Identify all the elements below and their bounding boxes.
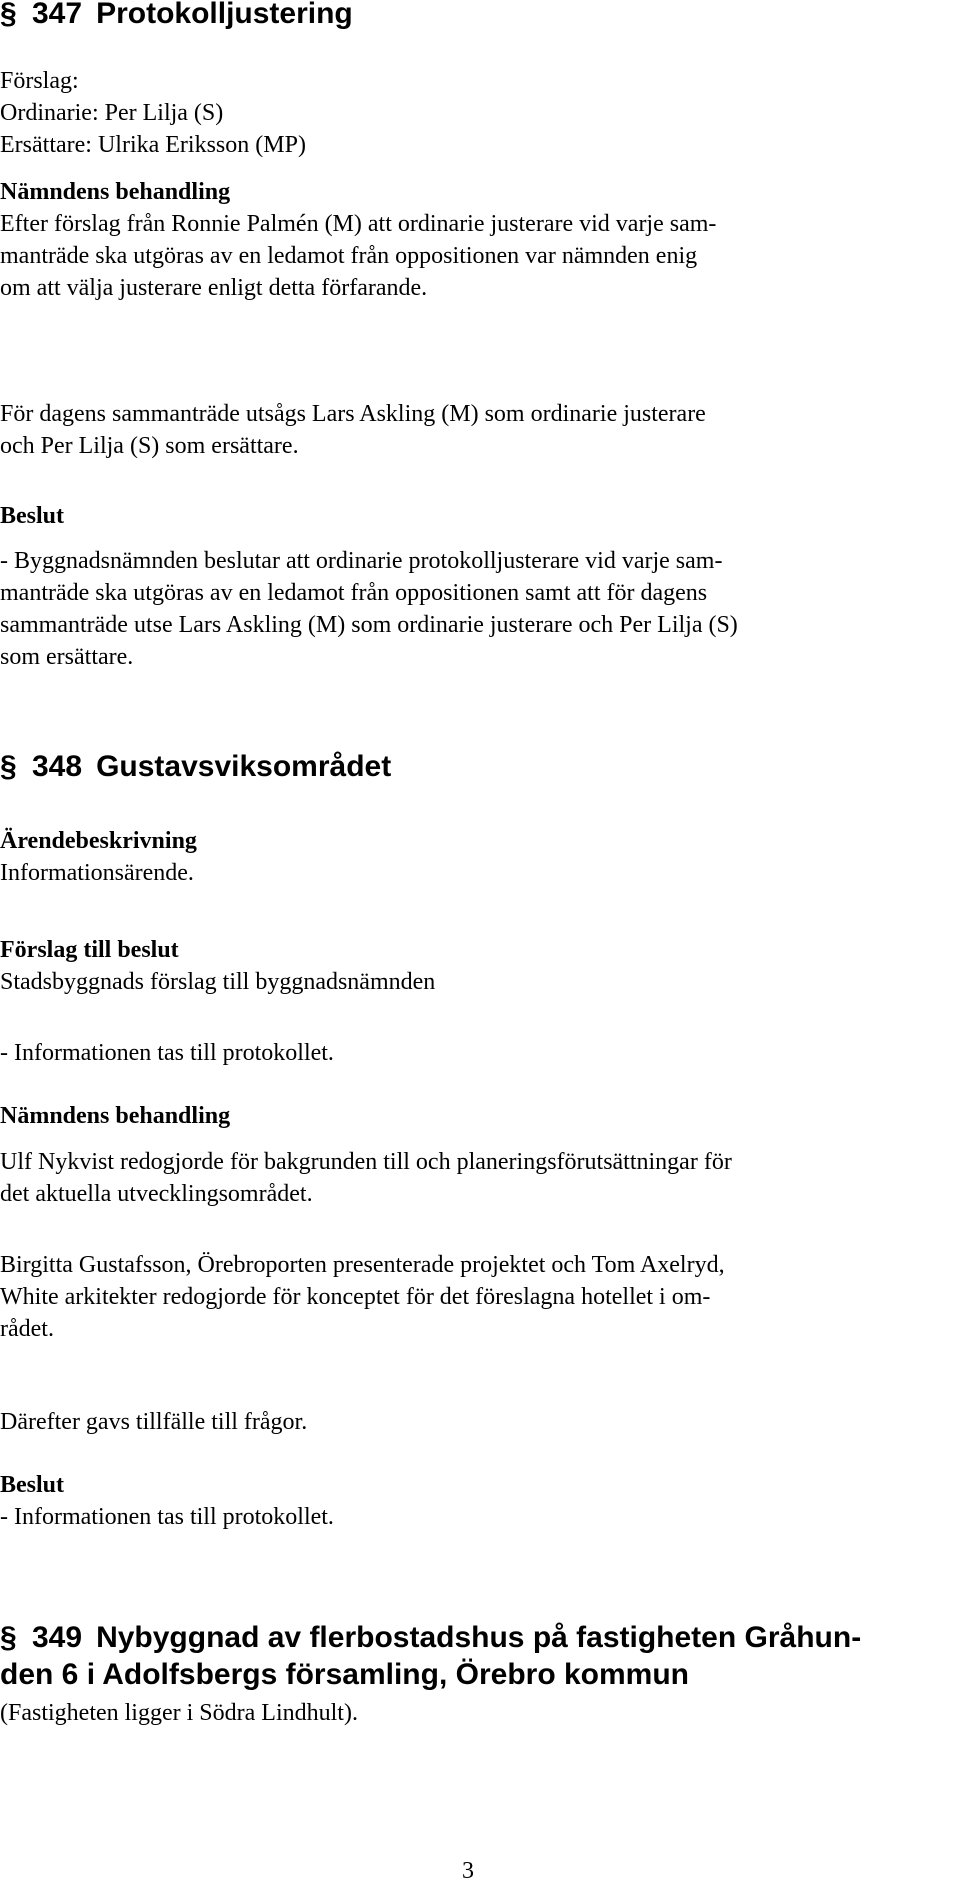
section-349-heading-continued xyxy=(0,1657,689,1693)
proposal-block xyxy=(0,65,950,161)
section-number: 349 xyxy=(32,1621,83,1654)
paragraph-mark: § xyxy=(0,1621,17,1654)
decision-line: som ersättare. xyxy=(0,644,134,670)
committee-heading: Nämndens behandling xyxy=(0,179,231,205)
proposal-bullet-block xyxy=(0,1037,950,1069)
today-line: och Per Lilja (S) som ersättare. xyxy=(0,433,299,459)
location-note-block xyxy=(0,1697,950,1729)
presentation-line: rådet. xyxy=(0,1316,54,1342)
decision-line: manträde ska utgöras av en ledamot från oppositionen samt att för dagens xyxy=(0,580,708,606)
proposal-text: Stadsbyggnads förslag till byggnadsnämnden xyxy=(0,969,436,995)
committee-line: Ulf Nykvist redogjorde för bakgrunden till och planeringsförutsättningar för xyxy=(0,1149,732,1175)
section-title: Gustavsviksområdet xyxy=(96,750,392,783)
presentation-block xyxy=(0,1249,950,1345)
decision-heading: Beslut xyxy=(0,1472,65,1498)
committee-block xyxy=(0,176,950,304)
committee-line: om att välja justerare enligt detta förfarande. xyxy=(0,275,428,301)
decision-block xyxy=(0,1469,950,1533)
section-348-heading xyxy=(0,749,391,785)
section-title-line-1: Nybyggnad av flerbostadshus på fastigheten Gråhun- xyxy=(96,1621,862,1654)
proposal-to-decision-block xyxy=(0,934,950,998)
section-number: 348 xyxy=(32,750,83,783)
committee-line: Efter förslag från Ronnie Palmén (M) att ordinarie justerare vid varje sam- xyxy=(0,211,717,237)
section-title-line-2: den 6 i Adolfsbergs församling, Örebro kommun xyxy=(0,1658,689,1691)
presentation-line: White arkitekter redogjorde för konceptet för det föreslagna hotellet i om- xyxy=(0,1284,711,1310)
description-block xyxy=(0,825,950,889)
decision-text-block xyxy=(0,545,950,673)
description-text: Informationsärende. xyxy=(0,860,194,886)
paragraph-mark: § xyxy=(0,750,17,783)
decision-text: - Informationen tas till protokollet. xyxy=(0,1504,334,1530)
today-block xyxy=(0,398,950,462)
decision-line: sammanträde utse Lars Askling (M) som ordinarie justerare och Per Lilja (S) xyxy=(0,612,738,638)
section-349-heading xyxy=(0,1620,861,1656)
committee-block xyxy=(0,1100,950,1132)
description-heading: Ärendebeskrivning xyxy=(0,828,197,854)
proposal-heading: Förslag till beslut xyxy=(0,937,179,963)
proposal-bullet: - Informationen tas till protokollet. xyxy=(0,1040,334,1066)
section-347-heading xyxy=(0,0,353,32)
committee-heading: Nämndens behandling xyxy=(0,1103,231,1129)
paragraph-mark: § xyxy=(0,0,17,30)
proposal-ordinary: Ordinarie: Per Lilja (S) xyxy=(0,100,224,126)
decision-block xyxy=(0,500,950,532)
committee-line: manträde ska utgöras av en ledamot från oppositionen var nämnden enig xyxy=(0,243,698,269)
decision-heading: Beslut xyxy=(0,503,65,529)
committee-line: det aktuella utvecklingsområdet. xyxy=(0,1181,313,1207)
presentation-line: Birgitta Gustafsson, Örebroporten presenterade projektet och Tom Axelryd, xyxy=(0,1252,725,1278)
section-title: Protokolljustering xyxy=(96,0,353,30)
section-number: 347 xyxy=(32,0,83,30)
today-line: För dagens sammanträde utsågs Lars Askling (M) som ordinarie justerare xyxy=(0,401,706,427)
proposal-label: Förslag: xyxy=(0,68,79,94)
questions-text: Därefter gavs tillfälle till frågor. xyxy=(0,1409,308,1435)
decision-line: - Byggnadsnämnden beslutar att ordinarie protokolljusterare vid varje sam- xyxy=(0,548,723,574)
proposal-substitute: Ersättare: Ulrika Eriksson (MP) xyxy=(0,132,306,158)
location-note: (Fastigheten ligger i Södra Lindhult). xyxy=(0,1700,358,1726)
questions-block xyxy=(0,1406,950,1438)
page-number: 3 xyxy=(462,1858,474,1884)
committee-text-block xyxy=(0,1146,950,1210)
